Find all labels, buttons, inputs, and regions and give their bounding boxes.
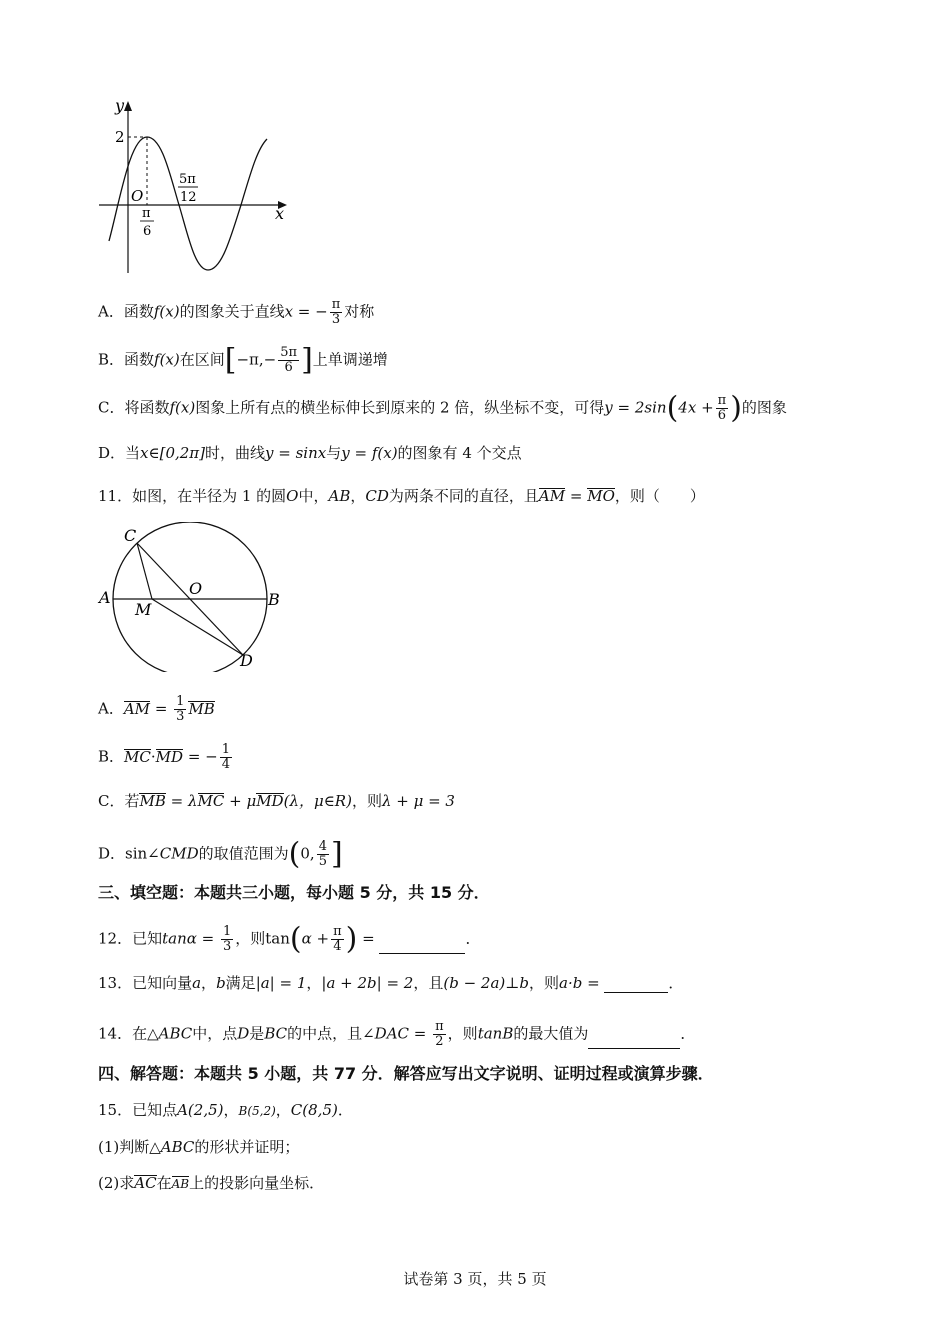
answer-blank[interactable] <box>588 1032 680 1049</box>
fraction: $\frac{5\pi}{6}$ <box>280 345 298 375</box>
label-d: D <box>240 651 253 670</box>
q15-part-2: (2)求AC在AB上的投影向量坐标． <box>98 1174 325 1192</box>
y-axis-label: y <box>115 96 125 115</box>
label-m: M <box>135 600 152 619</box>
label-b: B <box>268 590 280 609</box>
q14: 14．在△ABC中，点D是BC的中点，且∠DAC = $\frac{\pi}{2}$ ，则tanB的最大值为 ． <box>98 1019 696 1049</box>
fraction: $\frac{\pi}{6}$ <box>717 393 727 423</box>
fraction: $\frac{1}{3}$ <box>176 694 185 724</box>
section-4-heading: 四、解答题：本题共 5 小题，共 77 分．解答应写出文字说明、证明过程或演算步骤． <box>98 1064 714 1083</box>
q10-option-c: C．将函数f(x)图象上所有点的横坐标伸长到原来的 2 倍，纵坐标不变，可得y = 2sin(4x + $\frac{\pi}{6}$ )的图象 <box>98 390 787 426</box>
label-a: A <box>99 588 111 607</box>
q11-option-a: A．AM = $\frac{1}{3}$ MB <box>98 694 215 724</box>
answer-blank[interactable] <box>604 976 668 993</box>
origin-label: O <box>131 187 144 205</box>
q12: 12．已知tanα = $\frac{1}{3}$ ，则tan(α + $\frac{\pi}{4}$ ) = ． <box>98 921 481 957</box>
fraction: $\frac{1}{4}$ <box>221 742 231 772</box>
q11-option-b: B．MC·MD = − $\frac{1}{4}$ <box>98 742 231 772</box>
section-3-heading: 三、填空题：本题共三小题，每小题 5 分，共 15 分． <box>98 883 490 902</box>
tick-pi-6-num: π <box>142 206 151 221</box>
q15-stem: 15．已知点A(2,5)，B(5,2)，C(8,5)． <box>98 1101 353 1119</box>
tick-pi-6-den: 6 <box>143 224 152 239</box>
x-axis-label: x <box>275 204 285 223</box>
y-max-label: 2 <box>115 128 125 146</box>
fraction: $\frac{4}{5}$ <box>318 839 327 869</box>
q13: 13．已知向量a，b满足|a| = 1，|a + 2b| = 2，且(b − 2a)⊥b，则a·b = ． <box>98 974 684 992</box>
q15-part-1: (1)判断△ABC的形状并证明； <box>98 1138 300 1156</box>
answer-blank[interactable] <box>379 937 465 954</box>
q10-option-a: A．函数f(x)的图象关于直线x = − $\frac{\pi}{3}$ 对称 <box>98 297 375 327</box>
label-o: O <box>189 579 203 598</box>
tick-5pi-12-num: 5π <box>179 172 196 187</box>
fraction: $\frac{\pi}{2}$ <box>435 1019 444 1049</box>
sine-graph-figure <box>95 95 295 280</box>
q11-option-d: D．sin∠CMD的取值范围为(0, $\frac{4}{5}$ ] <box>98 836 343 872</box>
page-footer: 试卷第 3 页，共 5 页 <box>403 1270 547 1288</box>
q10-option-d: D．当x∈[0,2π]时，曲线y = sinx与y = f(x)的图象有 4 个交点 <box>98 444 522 462</box>
q11-option-c: C．若MB = λMC + μMD(λ，μ∈R)，则λ + μ = 3 <box>98 792 455 810</box>
y-axis-arrow <box>124 101 132 111</box>
q11-stem: 11．如图，在半径为 1 的圆O中，AB，CD为两条不同的直径，且AM = MO，则（ ） <box>98 487 705 505</box>
fraction: $\frac{\pi}{3}$ <box>331 297 341 327</box>
fraction: $\frac{1}{3}$ <box>222 924 232 954</box>
fraction: $\frac{\pi}{4}$ <box>333 924 342 954</box>
q10-option-b: B．函数f(x)在区间[−π,− $\frac{5\pi}{6}$ ]上单调递增 <box>98 342 388 378</box>
tick-5pi-12-den: 12 <box>180 190 197 205</box>
label-c: C <box>124 526 137 545</box>
circle-figure <box>95 522 295 672</box>
